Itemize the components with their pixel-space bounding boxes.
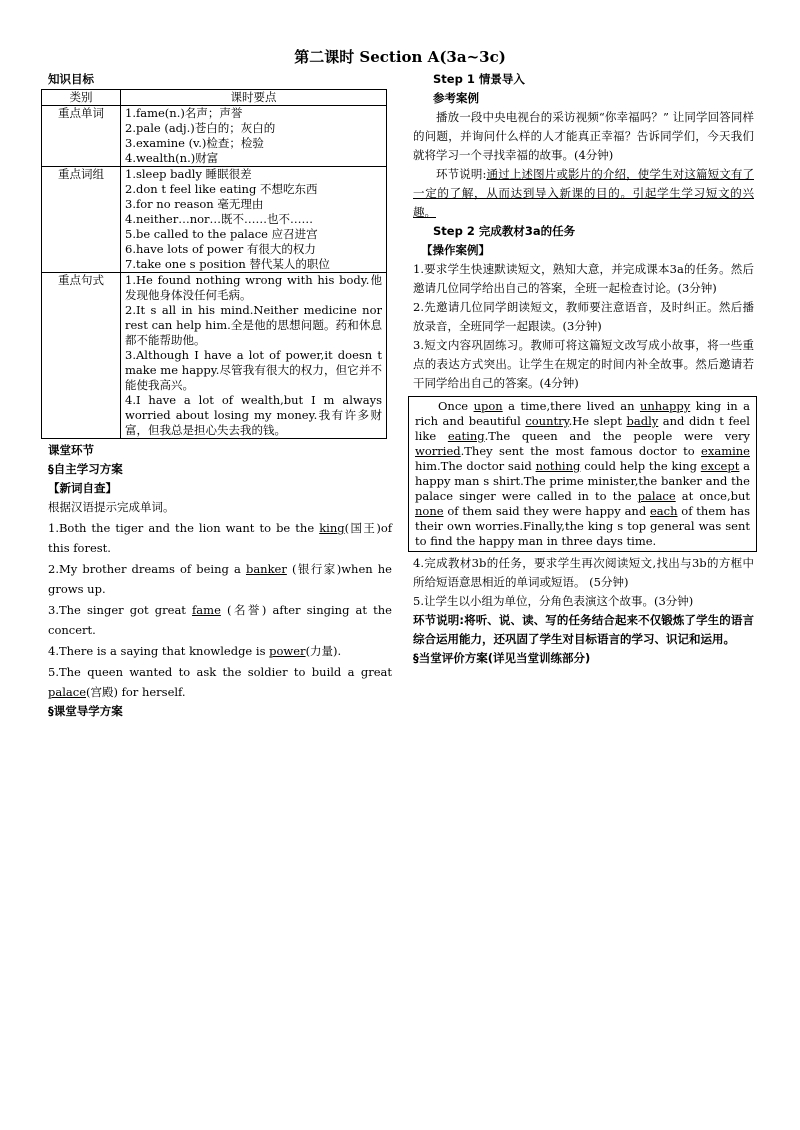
row-items <box>121 106 387 167</box>
section-note-2: 环节说明:将听、说、读、写的任务结合起来不仅锻炼了学生的语言综合运用能力，还巩固了学生对目标语言的学习、识记和运用。 <box>413 613 754 646</box>
story-answer: unhappy <box>639 399 691 413</box>
list-item: 6.have lots of power 有很大的权力 <box>125 242 316 256</box>
table-row <box>42 167 387 273</box>
note-label: 环节说明: <box>436 167 487 181</box>
row-category: 重点词组 <box>42 167 121 273</box>
story-answer: worried <box>415 444 461 458</box>
list-item: 2.It s all in his mind.Neither medicine nor rest can help him.全是他的思想问题。药和休息都不能帮助他。 <box>125 303 382 347</box>
list-item: 4.neither…nor…既不……也不…… <box>125 212 314 226</box>
story-segment: .They sent the most famous doctor to <box>460 444 702 458</box>
page-title: 第二课时 Section A(3a~3c) <box>294 48 506 66</box>
story-segment: of them has their own worries.Finally,the king s top general was sent to find the happy man in three days time. <box>415 504 750 548</box>
list-item: 4.wealth(n.)财富 <box>125 151 219 165</box>
note-text: 通过上述图片或影片的介绍，使学生对这篇短文有了一定的了解，从而达到导入新课的目的。引起学生学习短文的兴趣。 <box>413 167 755 219</box>
operation-step: 5.让学生以小组为单位，分角色表演这个故事。(3分钟) <box>413 594 694 608</box>
list-item: 1.fame(n.)名声；声誉 <box>125 106 243 120</box>
exercise-answer: banker <box>245 562 287 576</box>
exercise-item <box>48 641 392 661</box>
guide-heading: §课堂导学方案 <box>48 704 123 718</box>
exercise-text: (国王)of this forest. <box>48 521 392 555</box>
exercise-answer: power <box>269 644 306 658</box>
exercise-text: 1.Both the tiger and the lion want to be the <box>48 521 320 535</box>
row-category: 重点单词 <box>42 106 121 167</box>
exercise-text: (名誉) after singing at the concert. <box>48 603 392 637</box>
operation-step: 2.先邀请几位同学朗读短文，教师要注意语音，及时纠正。然后播放录音，全班同学一起跟读。(3分钟) <box>413 300 754 333</box>
exercise-text: (宫殿) for herself. <box>86 685 186 699</box>
table-row <box>42 106 387 167</box>
class-heading: 课堂环节 <box>48 443 94 457</box>
exercise-item <box>48 662 392 702</box>
reference-case-heading: 参考案例 <box>433 91 479 105</box>
exercise-instruction: 根据汉语提示完成单词。 <box>48 500 175 514</box>
story-segment: a time,there lived an <box>502 399 640 413</box>
row-category: 重点句式 <box>42 273 121 439</box>
list-item: 3.examine (v.)检查；检验 <box>125 136 264 150</box>
story-answer: nothing <box>535 459 581 473</box>
exercise-text: (银行家)when he grows up. <box>48 562 392 596</box>
list-item: 3.for no reason 毫无理由 <box>125 197 264 211</box>
story-answer: palace <box>637 489 676 503</box>
step2-heading: Step 2 完成教材3a的任务 <box>433 224 576 238</box>
list-item: 2.pale (adj.)苍白的；灰白的 <box>125 121 276 135</box>
story-answer: examine <box>701 444 750 458</box>
exercise-text: (力量). <box>305 644 342 658</box>
story-answer: eating <box>447 429 485 443</box>
knowledge-heading: 知识目标 <box>48 72 94 86</box>
evaluation-heading: §当堂评价方案(详见当堂训练部分) <box>413 651 591 665</box>
reference-case-text: 播放一段中央电视台的采访视频“你幸福吗？” 让同学回答同样的问题，并询问什么样的人才能真正幸福？告诉同学们，今天我们就将学习一个寻找幸福的故事。(4分钟) <box>413 110 754 162</box>
exercise-text: 3.The singer got great <box>48 603 193 617</box>
story-answer: country <box>525 414 569 428</box>
exercise-text: 4.There is a saying that knowledge is <box>48 644 270 658</box>
story-answer: each <box>650 504 678 518</box>
operation-step: 3.短文内容巩固练习。教师可将这篇短文改写成小故事，将一些重点的表达方式突出。让学生在规定的时间内补全故事。然后邀请若干同学给出自己的答案。(4分钟) <box>413 338 754 390</box>
story-segment: could help the king <box>580 459 701 473</box>
exercise-item <box>48 600 392 640</box>
story-answer: upon <box>473 399 503 413</box>
list-item: 4.I have a lot of wealth,but I m always worried about losing my money.我有许多财富，但我总是担心失去我的钱。 <box>125 393 382 437</box>
story-answer: except <box>700 459 740 473</box>
left-column <box>48 70 392 721</box>
exercise-answer: fame <box>192 603 221 617</box>
story-segment: him.The doctor said <box>415 459 536 473</box>
right-column <box>413 70 754 668</box>
list-item: 3.Although I have a lot of power,it doesn t make me happy.尽管我有很大的权力，但它并不能使我高兴。 <box>125 348 382 392</box>
story-answer: none <box>415 504 444 518</box>
story-text <box>415 399 750 549</box>
story-segment: of them said they were happy and <box>443 504 650 518</box>
exercise-answer: king <box>319 521 345 535</box>
story-answer: badly <box>626 414 659 428</box>
table-header: 课时要点 <box>121 90 387 106</box>
step1-heading: Step 1 情景导入 <box>433 72 525 86</box>
exercise-text: 2.My brother dreams of being a <box>48 562 246 576</box>
story-segment: at once,but <box>675 489 750 503</box>
self-study-heading: §自主学习方案 <box>48 462 123 476</box>
story-segment: .The queen and the people were very <box>484 429 750 443</box>
operation-step: 1.要求学生快速默读短文，熟知大意，并完成课本3a的任务。然后邀请几位同学给出自己的答案，全班一起检查讨论。(3分钟) <box>413 262 754 295</box>
list-item: 7.take one s position 替代某人的职位 <box>125 257 330 271</box>
story-segment: a happy man s shirt.The prime minister,the banker and the palace singer were called in to the <box>415 459 751 503</box>
operation-step: 4.完成教材3b的任务，要求学生再次阅读短文,找出与3b的方框中所给短语意思相近的单词或短语。 (5分钟) <box>413 556 754 589</box>
table-row <box>42 273 387 439</box>
exercise-answer: palace <box>48 685 86 699</box>
list-item: 5.be called to the palace 应召进宫 <box>125 227 318 241</box>
story-segment: king in a rich and beautiful <box>415 399 751 428</box>
knowledge-table <box>41 89 387 439</box>
table-header-row <box>42 90 387 106</box>
operation-case-heading: 【操作案例】 <box>421 243 490 257</box>
story-segment: Once <box>438 399 474 413</box>
exercise-item <box>48 559 392 599</box>
table-header: 类别 <box>42 90 121 106</box>
new-words-heading: 【新词自查】 <box>48 481 117 495</box>
row-items <box>121 167 387 273</box>
row-items <box>121 273 387 439</box>
list-item: 2.don t feel like eating 不想吃东西 <box>125 182 318 196</box>
list-item: 1.sleep badly 睡眠很差 <box>125 167 252 181</box>
story-segment: .He slept <box>568 414 627 428</box>
exercise-list <box>48 518 392 702</box>
section-note-1 <box>413 165 754 222</box>
story-segment: and didn t feel like <box>415 414 750 443</box>
exercise-text: 5.The queen wanted to ask the soldier to build a great <box>48 665 392 679</box>
story-box <box>408 396 757 552</box>
exercise-item <box>48 518 392 558</box>
list-item: 1.He found nothing wrong with his body.他发现他身体没任何毛病。 <box>125 273 382 302</box>
